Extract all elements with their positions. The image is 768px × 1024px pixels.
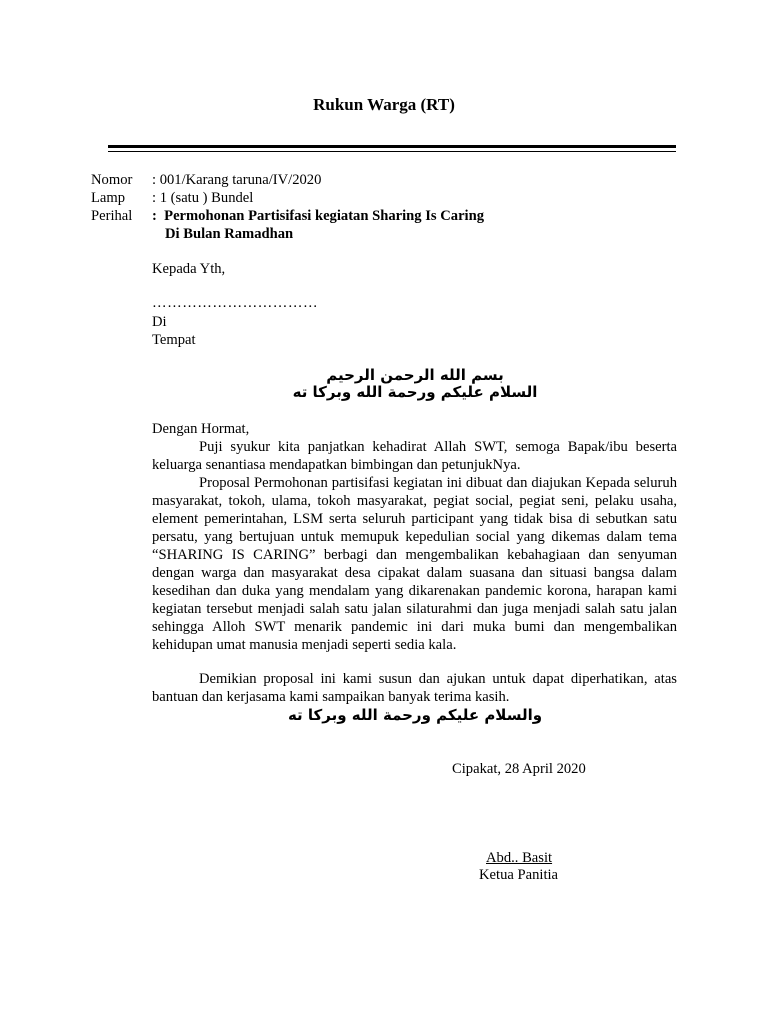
signer-role: Ketua Panitia	[479, 867, 559, 883]
perihal-subject-line2: Di Bulan Ramadhan	[165, 226, 294, 242]
recipient-placeholder: ……………………………	[152, 295, 319, 311]
recipient-tempat: Tempat	[152, 332, 196, 348]
recipient-salutation: Kepada Yth,	[152, 261, 226, 277]
salam-closing: والسلام عليكم ورحمة الله وبركا ته	[287, 706, 543, 724]
paragraph-3: Demikian proposal ini kami susun dan ajukan untuk dapat diperhatikan, atas bantuan dan kerjasama kami sampaikan banyak terima kasih.	[152, 671, 677, 705]
header-rule-thin	[108, 151, 676, 152]
lamp-label: Lamp	[91, 190, 126, 206]
header-rule-thick	[108, 145, 676, 148]
paragraph-1: Puji syukur kita panjatkan kehadirat Allah SWT, semoga Bapak/ibu beserta keluarga senantiasa mendapatkan bimbingan dan petunjukNya.	[152, 439, 677, 473]
salam-opening: السلام عليكم ورحمة الله وبركا ته	[292, 383, 538, 401]
lamp-value: : 1 (satu ) Bundel	[152, 190, 254, 206]
nomor-value: : 001/Karang taruna/IV/2020	[152, 172, 322, 188]
nomor-label: Nomor	[91, 172, 133, 188]
basmalah: بسم الله الرحمن الرحيم	[326, 366, 504, 384]
paragraph-2: Proposal Permohonan partisifasi kegiatan ini dibuat dan diajukan Kepada seluruh masyarakat, tokoh, ulama, tokoh masyarakat, pegiat social, pegiat seni, pelaku usaha, element pemerintahan, LSM serta seluruh participant yang tidak bisa di sebutkan satu persatu, yang bertujuan untuk memupuk kepedulian social yang dikemas dalam tema “SHARING IS CARING” berbagi dan mengembalikan kebahagiaan dan senyuman dengan warga dan masyarakat desa cipakat dalam suasana dan situasi bangsa dalam kesedihan dan duka yang mendalam yang dikarenakan pandemic korona, harapan kami kegiatan tersebut menjadi salah satu jalan silaturahmi dan juga menjadi salah satu jalan sehingga Alloh SWT menarik pandemic ini dari muka bumi dan mengembalikan kehidupan umat manusia menjadi seperti sedia kala.	[152, 475, 677, 653]
perihal-subject-line1: : Permohonan Partisifasi kegiatan Sharing Is Caring	[152, 208, 485, 224]
perihal-label: Perihal	[91, 208, 133, 224]
greeting: Dengan Hormat,	[152, 421, 250, 437]
place-date: Cipakat, 28 April 2020	[452, 761, 586, 777]
letterhead-title: Rukun Warga (RT)	[313, 95, 455, 114]
recipient-di: Di	[152, 314, 167, 330]
signer-name: Abd.. Basit	[486, 850, 553, 866]
